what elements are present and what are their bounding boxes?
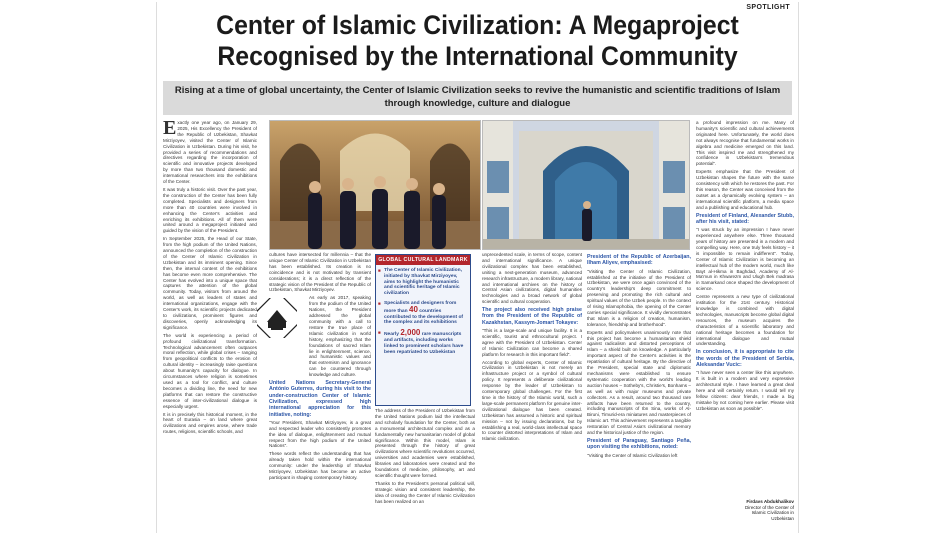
quote-heading: President of Paraguay, Santiago Peña, upon visiting the exhibitions, noted: bbox=[587, 437, 691, 451]
subheadline: Rising at a time of global uncertainty, the Center of Islamic Civilization seeks to revive the humanistic and scientific traditions of Islam through knowledge, culture and dialogue bbox=[163, 81, 792, 115]
dropcap: E bbox=[163, 120, 177, 139]
newspaper-page bbox=[156, 2, 799, 533]
photo-presidents-visit bbox=[269, 120, 481, 250]
author-signoff bbox=[734, 499, 794, 521]
paragraph: Experts and policymakers unanimously note that this project has become a humanitarian shield against radicalism and distorted perceptions of Islam – a shield built on knowledge. A particularly important aspect of the Center's activities is the repatriation of cultural heritage. By the directive of the President, special state and diplomatic mechanisms were established to ensure systematic cooperation with the world's leading auction houses – Sotheby's, Christie's, Bonhams – as well as with major museums and private collectors. As a result, around two thousand rare artifacts have been returned to the country, including manuscripts of Ibn Sina, works of Al-Biruni, Timurid-era miniatures and masterpieces of Islamic art. This achievement represents a tangible restoration of Central Asia's civilizational memory and the historical justice of the region. bbox=[587, 329, 691, 436]
paragraph: These words reflect the understanding that has already taken hold within the international community: under the leadership of Shavkat Mirziyoyev, Uzbekistan has become an active participant in shaping contemporary history. bbox=[269, 451, 371, 480]
quote-heading: President of Finland, Alexander Stubb, after his visit, stated: bbox=[696, 212, 794, 225]
paragraph: According to global experts, Center of Islamic Civilization in Uzbekistan is not merely an infrastructure project or a symbol of cultural policy. It represents a deliberate civilizational response by the leader of Uzbekistan to contemporary global challenges. For the first time in the history of the Islamic world, such a large-scale permanent platform for genuine inter-civilizational dialogue has been created. Uzbekistan has assumed a historic and spiritual mission – not by issuing declarations, but by establishing a real, world-class intellectual space to counter distorted interpretations of Islam and Islamic civilization. bbox=[482, 359, 582, 442]
landmark-item: ■ Nearly 2,000 rare manuscripts and artifacts, including works linked to prominent scholars have been repatriated to Uzbekistan bbox=[384, 330, 467, 355]
article-column-4 bbox=[482, 252, 582, 532]
author-name: Firdavs Abdukhalikov bbox=[746, 499, 794, 504]
paragraph: As early as 2017, speaking from the podium of the United Nations, the President addressed the global community with a call to restore the true place of Islamic civilization in world history, emphasizing that the foundations of sacred Islam lie in enlightenment, science, and humanistic values and that extremism and ignorance can be countered through knowledge and culture. bbox=[309, 295, 371, 378]
paragraph: cultures have intersected for millennia – that the unique Center of Islamic Civilization in Uzbekistan has been established. Its creation is no coincidence and is not motivated by transient considerations; it is a direct reflection of the strategic vision of the President of the Republic of Uzbekistan, Shavkat Mirziyoyev. bbox=[269, 252, 371, 293]
article-column-1 bbox=[163, 120, 257, 530]
paragraph: "Your President, Shavkat Mirziyoyev, is a great and respected leader who consistently promotes the idea of dialogue, enlightenment and mutual respect from the high podium of the United Nations". bbox=[269, 419, 371, 449]
paragraph: Experts emphasize that the President of Uzbekistan shapes the future with the same consistency with which he restores the past. For this reason, the Center was conceived from the outset as a dynamically evolving system – an international scientific platform, a media space and a publishing and educational hub. bbox=[696, 169, 794, 210]
section-label: SPOTLIGHT bbox=[746, 4, 790, 11]
article-column-6 bbox=[696, 120, 794, 498]
landmark-item: ■ Specialists and designers from more than 40 countries contributed to the development of the complex and its exhibitions bbox=[384, 301, 467, 326]
headline-line-1: Center of Islamic Civilization: A Megaproject bbox=[216, 10, 739, 40]
center-emblem-logo bbox=[257, 298, 297, 338]
paragraph: Centre represents a new type of civilizational institution for the 21st century. Historical knowledge is combined with digital technologies, manuscripts become global digital resources, the museum acquires the characteristics of a scientific laboratory and national heritage becomes a foundation for international dialogue and mutual understanding. bbox=[696, 294, 794, 347]
paragraph: The world is experiencing a period of profound civilizational transformation. Technological advancement often outpaces moral reflection, while global crises – ranging from geopolitical conflicts to the erosion of cultural identity – increasingly raise questions about humanity's capacity for dialogue. In circumstances where religion is sometimes used as a tool for conflict, and culture becomes a dividing line, the need for new platforms that can restore the constructive essence of inter-civilizational dialogue is especially urgent. bbox=[163, 332, 257, 409]
paragraph: Exactly one year ago, on January 29, 2025, His Excellency the President of the Republic of Uzbekistan, Shavkat Mirziyoyev, visited the Center of Islamic Civilization in Uzbekistan. During his visit, he provided a series of recommendations and directives regarding the incorporation of scientific and innovative projects developed by more than two thousand domestic and international researchers into the exhibitions of the Center. bbox=[163, 120, 257, 185]
paragraph: It was truly a historic visit. Over the past year, the construction of the Center has been fully completed. Specialists and designers from more than 40 countries were involved in enhancing the Center's activities and enriching its exhibitions. All of them were united around a megaproject initiated and guided by the vision of the President. bbox=[163, 186, 257, 234]
paragraph: "I have never seen a center like this anywhere. It is built in a modern and very expressive architectural style. I have learned a great deal here and will certainly return. I would tell my fellow citizens: dear friends, I made a big mistake by not coming here earlier. Please visit Uzbekistan as soon as possible". bbox=[696, 370, 794, 411]
author-title: Director of the Center of Islamic Civilization in Uzbekistan bbox=[744, 504, 794, 521]
paragraph: It is in precisely this historical moment, in the heart of Eurasia – on land where great civilizations and empires arose, where trade routes, religions, scientific schools, and bbox=[163, 411, 257, 435]
quote-heading: The project also received high praise from the President of the Republic of Kazakhstan, Kassym-Jomart Tokayev: bbox=[482, 307, 582, 326]
paragraph: The address of the President of Uzbekistan from the United Nations podium laid the intellectual and scholarly foundation for the Center, both as a monumental architectural complex and as a fundamentally new humanitarian model of global significance. Within this model, Islam is presented through the history of great civilizations where scientific revolutions occurred, universities and academies were established, libraries and laboratories were created and the foundations of medicine, philosophy, art and scientific thought were formed. bbox=[375, 408, 475, 478]
global-cultural-landmark-box bbox=[375, 254, 471, 406]
headline bbox=[183, 10, 773, 72]
paragraph: unprecedented scale, in terms of scope, content and international significance. A unique civilizational complex has been established, uniting a next-generation museum, advanced research infrastructure, a modern library, national and international archives on the history of Central Asian civilizations, digital humanities technologies and a broad network of global scientific and cultural cooperation. bbox=[482, 252, 582, 305]
paragraph: "This is a large-scale and unique facility. It is a scientific, tourist and ethnocultural project. I agree with the President of Uzbekistan. Center of Islamic Civilization can become a shared platform for research in this important field". bbox=[482, 328, 582, 357]
landmark-item: ■ The Center of Islamic Civilization, initiated by Shavkat Mirziyoyev, aims to highlight the humanistic and scientific heritage of Islamic civilization bbox=[384, 268, 467, 297]
article-column-5 bbox=[587, 252, 691, 532]
paragraph: "Visiting the Center of Islamic Civilization left bbox=[587, 452, 678, 458]
quote-heading: In conclusion, it is appropriate to cite the words of the President of Serbia, Aleksandar Vucic: bbox=[696, 349, 794, 368]
article-column-2 bbox=[269, 252, 371, 532]
photo-center-facade bbox=[482, 120, 690, 250]
paragraph: "Visiting the Center of Islamic Civilization, established at the initiative of the President of Uzbekistan, we were once again convinced of the country's leadership's deep commitment to preserving and promoting the rich cultural and spiritual values of the Uzbek people. In the context of rising Islamophobia, the opening of the Center carries special significance. It vividly demonstrates that Islam is a religion of creation, humanism, tolerance, friendship and brotherhood". bbox=[587, 268, 691, 327]
quote-heading: United Nations Secretary-General António Guterres, during his visit to the under-construction Center of Islamic Civilization, expressed high international appreciation for this initiative, noting: bbox=[269, 380, 371, 418]
paragraph: a profound impression on me. Many of humanity's scientific and cultural achievements originated here. Unfortunately, the world does not always recognise that fundamental works in algebra and medicine emerged on this land. This visit inspired me and strengthened my confidence in Uzbekistan's tremendous potential". bbox=[696, 120, 794, 167]
quote-heading: President of the Republic of Azerbaijan, Ilham Aliyev, emphasised: bbox=[587, 254, 691, 267]
landmark-title: GLOBAL CULTURAL LANDMARK bbox=[376, 255, 470, 265]
paragraph: In September 2025, the Head of our State, from the high podium of the United Nations, announced the completion of the construction of the Center of Islamic Civilization in Uzbekistan and its imminent opening. Since then, the internal content of the exhibitions has become even more comprehensive. The Center has evolved into a unique space that captures the attention of the global community. Today, visitors from around the world, as well as leaders of states and international organizations, engage with the Center's work, its scientific projects dedicated to civilizations, prominent figures and discoveries, openly acknowledging its significance. bbox=[163, 236, 257, 330]
headline-line-2: Recognised by the International Community bbox=[217, 41, 738, 71]
paragraph: "I was struck by an impression I have never experienced anywhere else. Three thousand years of history are presented in a modern and compelling way. Here, one truly feels history – it is impossible to remain indifferent". Today, Center of Islamic Civilization is becoming an intellectual hub of the modern world, much like Bayt al-Hikma in Baghdad, Academy of Al-Ma'mun in Khwarezm and Ulugh Bek madrasa in Samarkand once shaped the development of science. bbox=[696, 227, 794, 292]
article-column-3 bbox=[375, 408, 475, 532]
paragraph: Thanks to the President's personal political will, strategic vision and consistent leadership, the idea of creating the Center of Islamic Civilization has been realized on an bbox=[375, 480, 475, 504]
